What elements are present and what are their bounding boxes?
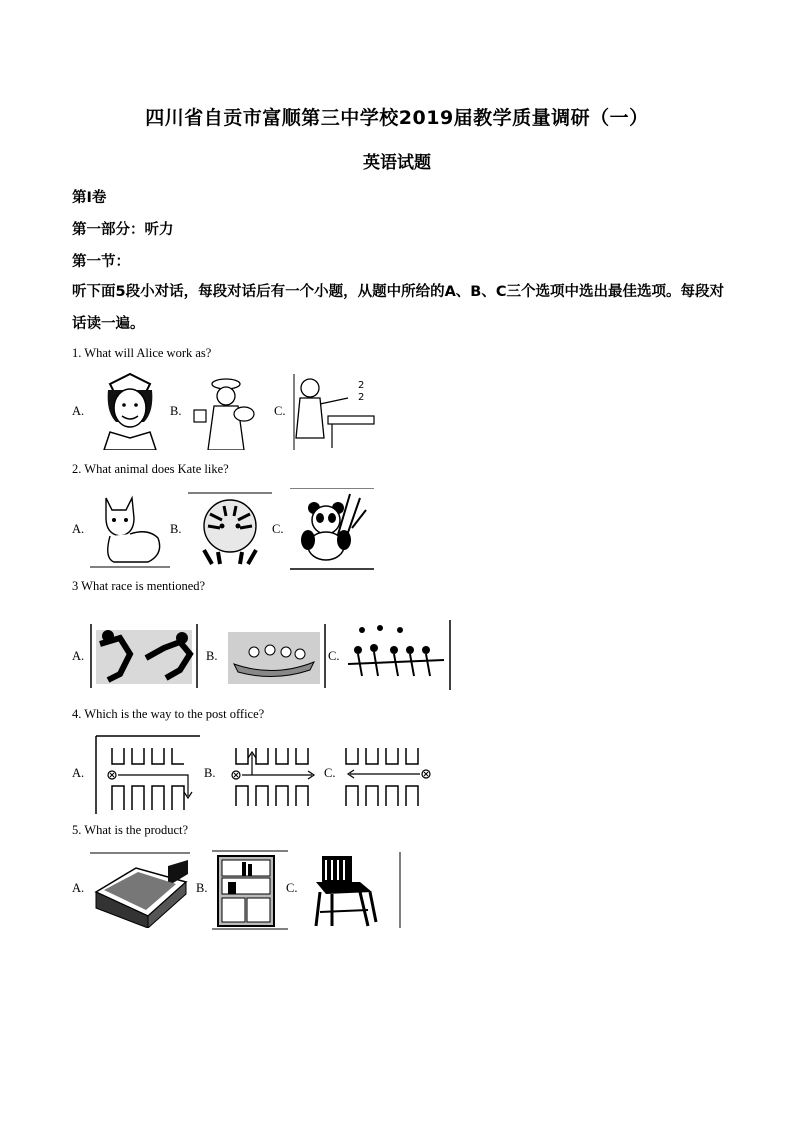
subsection-label: 第一节： [72,254,130,270]
svg-text:2: 2 [358,380,365,391]
cat-image [90,488,170,568]
question-1: 1. What will Alice work as? [72,346,212,360]
q1-option-c: C. [274,404,286,418]
q3-option-a: A. [72,649,85,663]
panda-image [290,488,374,570]
bookcase-image [212,850,288,930]
q5-option-c: C. [286,881,298,895]
question-5: 5. What is the product? [72,823,189,837]
q1-option-a: A. [72,404,85,418]
instructions: 听下面5段小对话，每段对话后有一个小题，从题中所给的A、B、C三个选项中选出最佳选项。每段对话读一遍。 [72,284,725,332]
part-label: 第一部分：听力 [72,222,174,238]
page-title: 四川省自贡市富顺第三中学校2019届教学质量调研（一） [145,107,649,129]
q1-option-b: B. [170,404,182,418]
q4-option-b: B. [204,766,216,780]
q4-option-a: A. [72,766,85,780]
svg-text:2: 2 [358,392,365,403]
q2-option-a: A. [72,522,85,536]
waitress-image [188,376,260,450]
map-b-image [226,736,322,808]
q3-option-b: B. [206,649,218,663]
question-3: 3 What race is mentioned? [72,579,206,593]
q2-option-c: C. [272,522,284,536]
tug-of-war-image [344,620,452,690]
nurse-image [96,372,164,450]
q5-option-b: B. [196,881,208,895]
map-a-image [94,734,202,814]
q5-option-a: A. [72,881,85,895]
chair-image [302,852,402,928]
teacher-image [292,374,378,450]
q2-option-b: B. [170,522,182,536]
bed-image [90,852,190,928]
relay-race-image [90,624,200,688]
question-4: 4. Which is the way to the post office? [72,707,265,721]
map-c-image [340,738,436,812]
boat-race-image [224,624,328,688]
q4-option-c: C. [324,766,336,780]
volume-label: 第Ⅰ卷 [72,190,107,206]
q3-option-c: C. [328,649,340,663]
tiger-image [188,492,272,566]
page-subtitle: 英语试题 [363,153,431,173]
question-2: 2. What animal does Kate like? [72,462,229,476]
